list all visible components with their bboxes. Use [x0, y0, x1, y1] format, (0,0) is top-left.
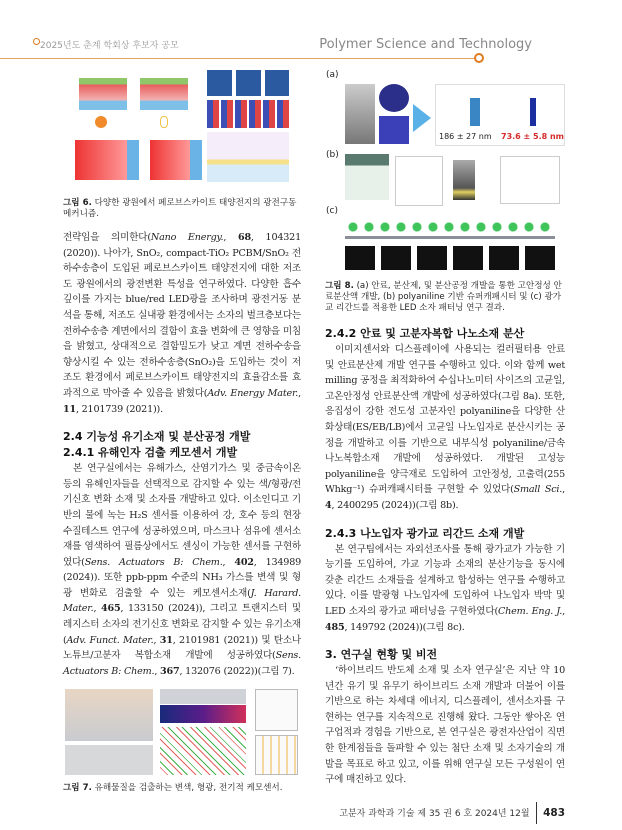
text-run: , [222, 556, 235, 568]
text-run: 전략임을 의미한다( [63, 232, 151, 243]
right-column [325, 68, 565, 824]
text-run: , 2101739 (2021)). [75, 403, 163, 415]
text-run: , [562, 484, 565, 496]
figure-6-caption [63, 198, 301, 220]
text-run: , 149792 (2024))(그림 8c). [344, 621, 465, 633]
body-paragraph [325, 342, 565, 514]
figure-8-caption [325, 281, 565, 314]
header-section-label: 2025년도 춘계 학회상 후보자 공모 [40, 41, 179, 51]
subsection-heading: 2.4.3 나노입자 광가교 리간드 소재 개발 [325, 526, 525, 540]
panel-label-b: (b) [326, 150, 339, 160]
figure-7-image [65, 689, 300, 775]
citation-journal: Adv. Energy Mater. [207, 387, 299, 399]
text-run: , 2101981 (2021)) 및 탄소나노튜브/고분자 복합소재 개발에 성공하였다( [63, 634, 301, 662]
citation-volume: 367 [160, 665, 180, 677]
text-run: , 104321 (2020)). 나아가, SnO₂, compact-TiO₂ PCBM/SnO₂ 전하수송층이 도입된 페로브스카이트 태양전지에 대한 저조도 광원에서의 광전변환 특성을 연구하였다. 다양한 흡수 깊이를 가지는 blue/red LED광을 조사하며 광전거동 분석을 통해, 저조도 실내광 환경에서는 소자의 벌크층보다는 전하수송층 계면에서의 결함이 효율 변화에 큰 영향을 미침을 밝혔고, 상대적으로 결함밀도가 낮고 계면 전하수송을 향상시킬 수 있는 전하수송층(SnO₂)을 도입하는 것이 저조도 환경에서 페로브스카이트 태양전지의 효율감소를 효과적으로 막아줄 수 있음을 밝혔다( [63, 232, 301, 399]
text-run: , 132076 (2022))(그림 7). [179, 665, 295, 677]
subsection-heading: 2.4.1 유해인자 검출 케모센서 개발 [63, 446, 238, 460]
header-divider [0, 58, 476, 59]
figure-8-image [325, 68, 565, 273]
section-heading: 2.4 기능성 유기소재 및 분산공정 개발 [63, 430, 251, 444]
citation-journal: Adv. Funct. Mater. [66, 634, 154, 646]
caption-text: 다양한 광원에서 페로브스카이트 태양전지의 광전구동 메커니즘. [63, 198, 297, 219]
header-circle-icon [33, 38, 40, 45]
body-paragraph [63, 230, 301, 417]
text-run: , 133150 (2024)), 그리고 트랜지스터 및 레지스터 소자의 전기신호 변화로 감지할 수 있는 유기소재( [63, 603, 301, 646]
citation-journal: J. Harard. Mater. [63, 587, 301, 615]
footer [325, 788, 565, 824]
body-paragraph [325, 663, 565, 788]
text-run: , [298, 387, 301, 399]
particle-size-before: 186 ± 27 nm [439, 132, 492, 141]
citation-journal: Sens. Actuators B: Chem. [84, 556, 223, 568]
body-paragraph [325, 542, 565, 636]
subsection-heading: 2.4.2 안료 및 고분자복합 나노소재 분산 [325, 327, 525, 340]
body-paragraph [63, 461, 301, 679]
page-number: 483 [543, 806, 565, 819]
figure-label: 그림 8. [325, 281, 354, 291]
figure-label: 그림 7. [63, 783, 92, 794]
caption-text: 유해물질을 검출하는 변색, 형광, 전기적 케모센서. [91, 783, 283, 794]
text-run: , [562, 605, 565, 617]
text-run: 이미지센서와 디스플레이에 사용되는 컬러필터용 안료 및 안료분산제 개발 연구를 수행하고 있다. 이와 함께 wet milling 공정을 최적화하여 수십나노미터 사이즈의 고균일, 고온안정성 안료분산액 개발에 성공하였다(그림 8a). 또한, 응집성이 강한 전도성 고분자인 polyaniline을 다양한 산화상태(ES/EB/LB)에서 고균일 나노입자로 분산시키는 공정을 개발하고 이를 기반으로 내부식성 polyaniline/금속 나노복합소재 개발에 성공하였다. 개발된 고성능 polyaniline을 양극재로 도입하여 고안정성, 고출력(255 Whkg⁻¹) 슈퍼캐패시터를 구현할 수 있었다( [325, 344, 565, 496]
text-run: , 134989 (2024)). 또한 ppb-ppm 수준의 NH₃ 가스를 변색 및 형광 변화로 검출할 수 있는 케모센서소재( [63, 556, 301, 599]
citation-journal: Chem. Eng. J. [497, 605, 563, 617]
citation-volume: 11 [63, 403, 76, 415]
caption-text: (a) 안료, 분산제, 및 분산공정 개발을 통한 고안정성 안료분산액 개발, (b) polyaniline 기반 슈퍼캐패시터 및 (c) 광가교 리간드를 적용한 LED 소자 패터닝 연구 결과. [325, 281, 562, 313]
citation-volume: 31 [159, 634, 173, 646]
text-run: 본 연구팀에서는 자외선조사를 통해 광가교가 가능한 기능기를 도입하여, 가교 기능과 소재의 분산기능을 동시에 갖춘 리간드 소재들을 설계하고 합성하는 연구를 수행하고 있다. 이를 발광형 나노입자에 도입하여 나노입자 박막 및 LED 소자의 광가교 패터닝을 구현하였다( [325, 543, 565, 617]
citation-journal: Sens. Actuators B: Chem. [63, 650, 301, 677]
panel-label-c: (c) [326, 206, 338, 216]
figure-6-image [65, 68, 293, 193]
header-circle-icon [474, 53, 484, 63]
panel-label-a: (a) [326, 70, 339, 80]
figure-7-caption [63, 783, 301, 794]
citation-volume: 465 [101, 603, 121, 615]
text-run: 본 연구실에서는 유해가스, 산염기가스 및 중금속이온 등의 유해인자들을 선택적으로 감지할 수 있는 색/형광/전기신호 변화 소재 및 소자를 개발하고 있다. 이소인디고 기반의 물에 녹는 H₂S 센서를 이용하여 강, 호수 등의 현장 수질테스트 연구에 성공하였으며, 마스크나 섬유에 센서소재를 염색하여 필름상에서도 센싱이 가능한 센서를 구현하였다( [63, 463, 301, 568]
citation-journal: Small Sci. [513, 484, 563, 496]
journal-title: Polymer Science and Technology [319, 37, 532, 52]
footer-journal-info: 고분자 과학과 기술 제 35 권 6 호 2024년 12월 [339, 809, 530, 820]
figure-label: 그림 6. [63, 198, 92, 208]
citation-journal: Nano Energy. [150, 232, 224, 243]
text-run: ‘하이브리드 반도체 소재 및 소자 연구실’은 지난 약 10년간 유기 및 유무기 하이브리드 소재 개발과 더불어 이를 기반으로 하는 차세대 에너지, 디스플레이, 센서소자를 구현하는 연구를 지속적으로 진행해 왔다. 그동안 쌓아온 연구업적과 경험을 기반으로, 본 연구실은 광전자산업이 직면한 한계점들을 돌파할 수 있는 첨단 소재 및 소자기술의 개발을 목표로 하고 있고, 이를 위해 연구실 모든 구성원이 연구에 매진하고 있다. [325, 665, 565, 786]
text-run: , [154, 665, 161, 677]
citation-volume: 68 [237, 232, 251, 243]
text-run: , 2400295 (2024))(그림 8b). [331, 499, 459, 511]
citation-volume: 402 [234, 556, 254, 568]
section-heading: 3. 연구실 현황 및 비전 [325, 648, 438, 662]
particle-size-after: 73.6 ± 5.8 nm [501, 132, 564, 141]
text-run: , [93, 603, 102, 615]
text-run: , [223, 232, 238, 243]
citation-volume: 485 [325, 621, 345, 633]
citation-volume: 4 [325, 499, 332, 511]
footer-divider [536, 802, 538, 824]
left-column [63, 68, 301, 794]
text-run: , [153, 634, 160, 646]
